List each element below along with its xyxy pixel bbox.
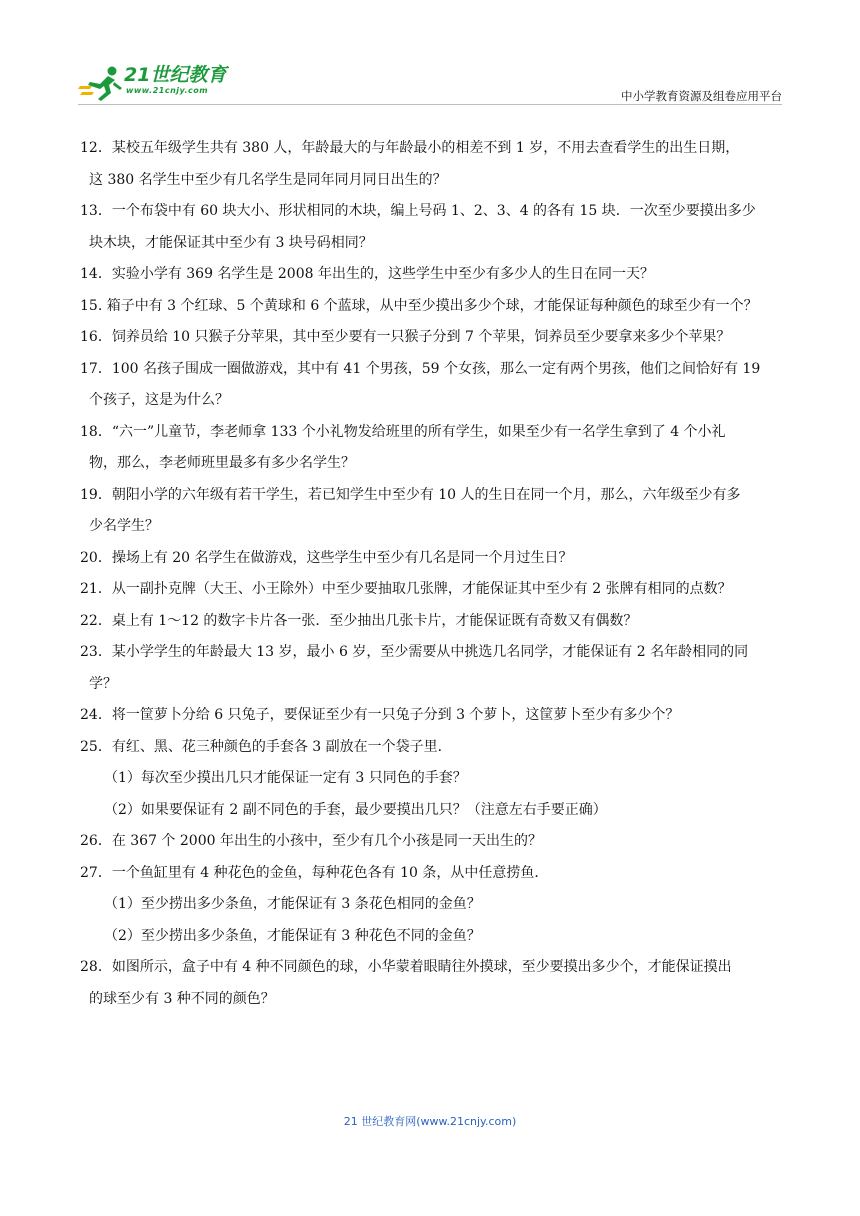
question-text: 22．桌上有 1～12 的数字卡片各一张．至少抽出几张卡片，才能保证既有奇数又有偶数？ — [80, 612, 638, 629]
question-item — [80, 291, 780, 323]
question-item — [80, 606, 780, 638]
question-text: 21．从一副扑克牌（大王、小王除外）中至少要抽取几张牌，才能保证其中至少有 2 张牌有相同的点数？ — [80, 581, 732, 597]
question-item — [80, 322, 780, 354]
question-item — [80, 543, 780, 575]
question-text-continued: 块木块，才能保证其中至少有 3 块号码相同？ — [89, 234, 373, 251]
question-text: 18．“六一”儿童节，李老师拿 133 个小礼物发给班里的所有学生，如果至少有一名学生拿到了 4 个小礼 — [80, 423, 726, 440]
question-text: 24．将一筐萝卜分给 6 只兔子，要保证至少有一只兔子分到 3 个萝卜，这筐萝卜至少有多少个？ — [80, 707, 680, 723]
header-divider — [78, 104, 782, 105]
question-text: 26．在 367 个 2000 年出生的小孩中，至少有几个小孩是同一天出生的？ — [80, 833, 542, 849]
question-item — [80, 574, 780, 606]
logo-text: 21世纪教育 — [124, 64, 227, 86]
site-logo[interactable] — [78, 62, 258, 104]
question-list — [80, 133, 780, 1015]
question-text: 27．一个鱼缸里有 4 种花色的金鱼，每种花色各有 10 条，从中任意捞鱼． — [80, 864, 549, 881]
question-item — [80, 826, 780, 858]
question-item — [80, 196, 780, 259]
sub-question: （1）每次至少摸出几只才能保证一定有 3 只同色的手套？ — [104, 770, 467, 786]
question-item — [80, 858, 780, 953]
question-text: 17．100 名孩子围成一圈做游戏，其中有 41 个男孩，59 个女孩，那么一定有两个男孩，他们之间恰好有 19 — [80, 360, 761, 377]
question-text: 23．某小学学生的年龄最大 13 岁，最小 6 岁，至少需要从中挑选几名同学，才能保证有 2 名年龄相同的同 — [80, 644, 749, 660]
question-text: 25．有红、黑、花三种颜色的手套各 3 副放在一个袋子里． — [80, 738, 452, 755]
question-text: 14．实验小学有 369 名学生是 2008 年出生的，这些学生中至少有多少人的生日在同一天？ — [80, 266, 654, 282]
question-item — [80, 480, 780, 543]
question-item — [80, 952, 780, 1015]
question-text: 15. 箱子中有 3 个红球、5 个黄球和 6 个蓝球，从中至少摸出多少个球，才能保证每种颜色的球至少有一个？ — [80, 297, 758, 314]
question-text: 13．一个布袋中有 60 块大小、形状相同的木块，编上号码 1、2、3、4 的各有 15 块．一次至少要摸出多少 — [80, 203, 756, 219]
runner-logo-icon — [78, 64, 124, 102]
question-text-continued: 个孩子，这是为什么？ — [89, 392, 229, 408]
question-text: 16．饲养员给 10 只猴子分苹果，其中至少要有一只猴子分到 7 个苹果，饲养员至少要拿来多少个苹果？ — [80, 329, 731, 345]
question-text-continued: 物，那么，李老师班里最多有多少名学生？ — [89, 455, 355, 471]
question-text-continued: 学？ — [89, 675, 117, 692]
platform-title: 中小学教育资源及组卷应用平台 — [621, 89, 782, 103]
question-item — [80, 637, 780, 700]
sub-question: （1）至少捞出多少条鱼，才能保证有 3 条花色相同的金鱼？ — [104, 896, 481, 912]
question-item — [80, 354, 780, 417]
question-item — [80, 133, 780, 196]
question-item — [80, 259, 780, 291]
question-text: 28．如图所示，盒子中有 4 种不同颜色的球，小华蒙着眼睛往外摸球，至少要摸出多少个，才能保证摸出 — [80, 959, 732, 975]
question-text-continued: 少名学生？ — [89, 518, 159, 534]
question-text: 19．朝阳小学的六年级有若干学生，若已知学生中至少有 10 人的生日在同一个月，那么，六年级至少有多 — [80, 486, 741, 503]
question-item — [80, 732, 780, 827]
question-item — [80, 700, 780, 732]
sub-question: （2）如果要保证有 2 副不同色的手套，最少要摸出几只？（注意左右手要正确） — [104, 801, 607, 818]
question-item — [80, 417, 780, 480]
logo-url: www.21cnjy.com — [126, 86, 209, 95]
question-text: 12．某校五年级学生共有 380 人，年龄最大的与年龄最小的相差不到 1 岁，不用去查看学生的出生日期， — [80, 140, 740, 156]
footer-link[interactable]: 21 世纪教育网(www.21cnjy.com) — [343, 1115, 517, 1128]
question-text-continued: 的球至少有 3 种不同的颜色？ — [89, 990, 275, 1007]
question-text-continued: 这 380 名学生中至少有几名学生是同年同月同日出生的？ — [89, 171, 447, 188]
question-text: 20．操场上有 20 名学生在做游戏，这些学生中至少有几名是同一个月过生日？ — [80, 549, 573, 566]
page-header — [78, 62, 782, 106]
sub-question: （2）至少捞出多少条鱼，才能保证有 3 种花色不同的金鱼？ — [104, 927, 481, 944]
